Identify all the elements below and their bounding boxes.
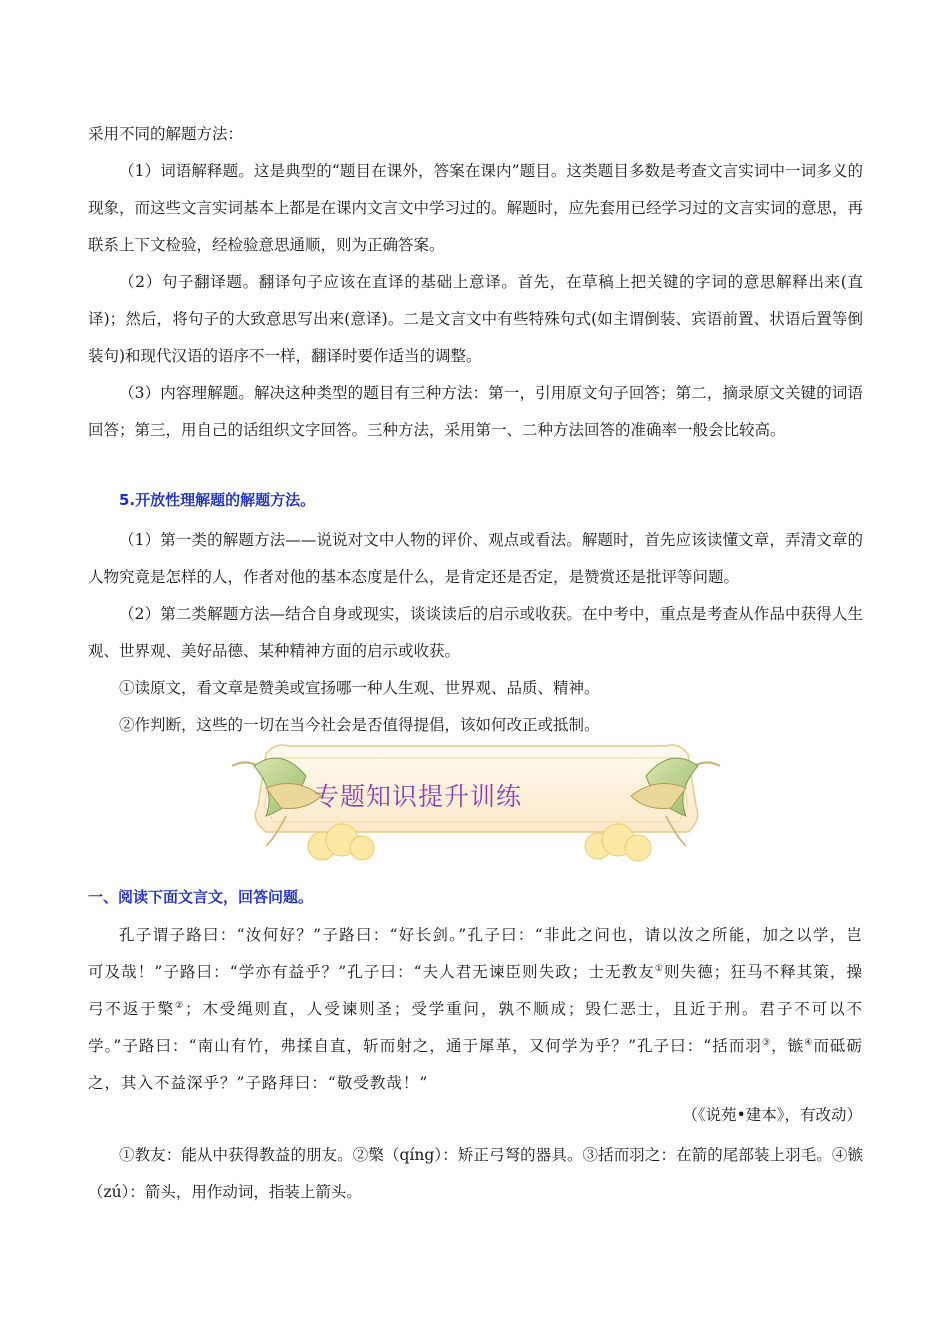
method-content-understanding: （3）内容理解题。解决这种类型的题目有三种方法：第一，引用原文句子回答；第二，摘录原文关键的词语回答；第三，用自己的话组织文字回答。三种方法，采用第一、二种方法回答的准确率一般会比较高。 <box>88 384 863 439</box>
question-heading: 一、阅读下面文言文，回答问题。 <box>88 888 314 906</box>
banner-title: 专题知识提升训练 <box>314 782 523 811</box>
classical-passage <box>88 917 863 1102</box>
passage-part-2: 则失德；狂马不释其策，操弓不返于檠 <box>88 963 863 1018</box>
footnote-mark-2: ② <box>175 1000 186 1011</box>
section5-item-2: （2）第二类解题方法—结合自身或现实，谈谈读后的启示或收获。在中考中，重点是考查从作品中获得人生观、世界观、美好品德、某种精神方面的启示或收获。 <box>88 605 863 660</box>
method-word-explanation: （1）词语解释题。这是典型的“题目在课外，答案在课内”题目。这类题目多数是考查文言实词中一词多义的现象，而这些文言实词基本上都是在课内文言文中学习过的。解题时，应先套用已经学习过的文言实词的意思，再联系上下文检验，经检验意思通顺，则为正确答案。 <box>88 162 864 254</box>
section5-item-1: （1）第一类的解题方法——说说对文中人物的评价、观点或看法。解题时，首先应该读懂文章，弄清文章的人物究竟是怎样的人，作者对他的基本态度是什么，是肯定还是否定，是赞赏还是批评等问题。 <box>88 531 863 586</box>
passage-part-4: ，镞 <box>771 1037 805 1055</box>
footnotes: ①教友：能从中获得教益的朋友。②檠（qíng）：矫正弓弩的器具。③括而羽之：在箭的尾部装上羽毛。④镞（zú）：箭头，用作动词，指装上箭头。 <box>88 1146 863 1201</box>
method-sentence-translation: （2）句子翻译题。翻译句子应该在直译的基础上意译。首先，在草稿上把关键的字词的意思解释出来(直译)；然后，将句子的大致意思写出来(意译)。二是文言文中有些特殊句式(如主谓倒装、宾语前置、状语后置等倒装句)和现代汉语的语序不一样，翻译时要作适当的调整。 <box>88 273 863 365</box>
section5-item-3: ①读原文，看文章是赞美或宣扬哪一种人生观、世界观、品质、精神。 <box>119 679 600 697</box>
footnote-mark-1: ① <box>654 963 665 974</box>
intro-line: 采用不同的解题方法： <box>88 125 244 143</box>
passage-part-5: 而砥砺之，其入不益深乎？”子路拜曰：“敬受教哉！” <box>88 1037 863 1092</box>
footnote-mark-4: ④ <box>804 1037 814 1048</box>
passage-part-3: ；木受绳则直，人受谏则圣；受学重问，孰不顺成；毁仁恶士，且近于刑。君子不可以不学。”子路曰：“南山有竹，弗揉自直，斩而射之，通于犀革，又何学为乎？”孔子曰：“括而羽 <box>88 1000 863 1055</box>
footnote-mark-3: ③ <box>761 1037 772 1048</box>
passage-part-1: 孔子谓子路曰：“汝何好？”子路曰：“好长剑。”孔子曰：“非此之问也，请以汝之所能，加之以学，岂可及哉！”子路曰：“学亦有益乎？”孔子曰：“夫人君无谏臣则失政；士无教友 <box>88 926 863 981</box>
passage-source: （《说苑•建本》，有改动） <box>682 1106 862 1124</box>
section5-heading: 5.开放性理解题的解题方法。 <box>119 491 316 509</box>
section5-item-4: ②作判断，这些的一切在当今社会是否值得提倡，该如何改正或抵制。 <box>119 716 600 734</box>
